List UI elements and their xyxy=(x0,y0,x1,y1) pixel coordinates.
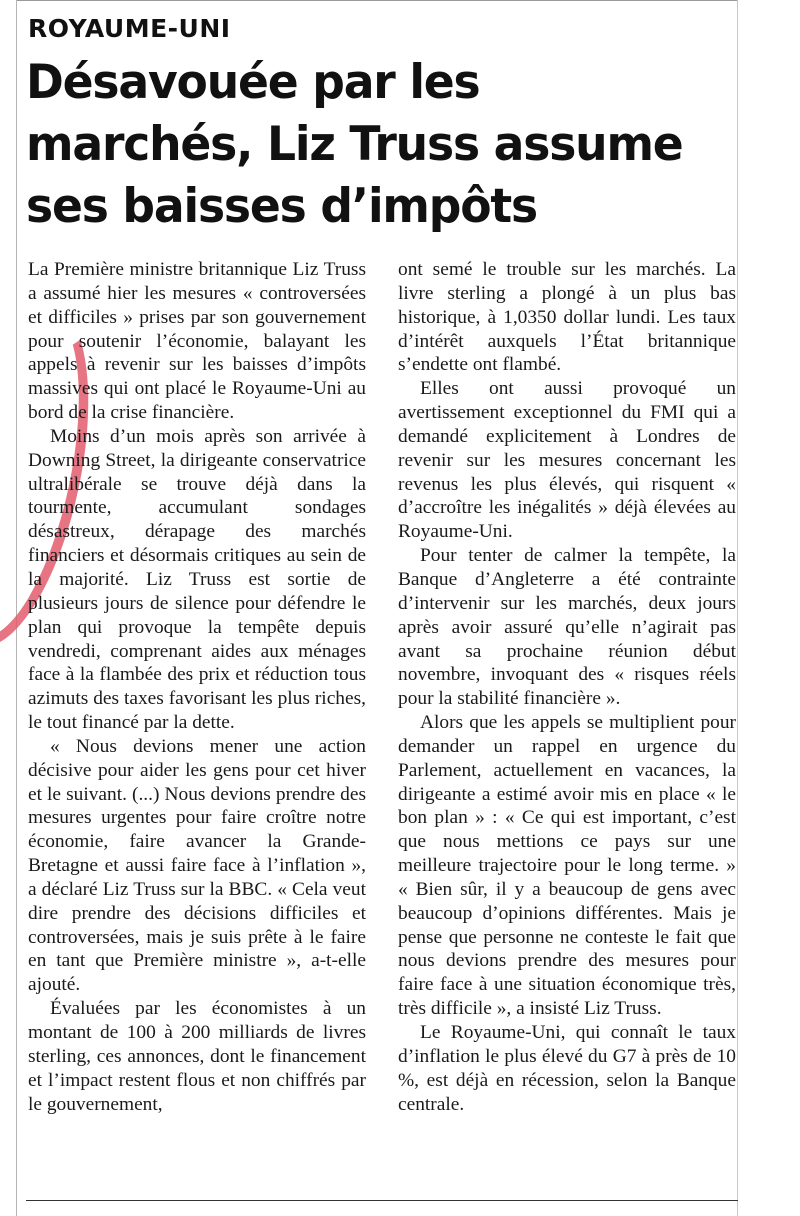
page-frame-right-rule xyxy=(737,0,738,1216)
paragraph: Alors que les appels se multiplient pour demander un rappel en urgence du Parlement, actuellement en vacances, la dirigeante a estimé avoir mis en place « le bon plan » : « Ce qui est important, c’est que nous mettions ce pays sur une meilleure trajectoire pour le long terme. » « Bien sûr, il y a beaucoup de gens avec beaucoup d’opinions différentes. Mais je pense que personne ne conteste le fait que nous devions prendre des mesures pour faire face à une situation économique très, très difficile », a insisté Liz Truss. xyxy=(398,712,736,1020)
paragraph: « Nous devions mener une action décisive pour aider les gens pour cet hiver et le suivant. (...) Nous devions prendre des mesures urgentes pour faire croître notre économie, faire avancer la Grande-Bretagne et aussi faire face à l’inflation », a déclaré Liz Truss sur la BBC. « Cela veut dire prendre des décisions difficiles et controversées, mais je suis prête à le faire en tant que Première ministre », a-t-elle ajouté. xyxy=(28,735,366,996)
section-kicker: ROYAUME-UNI xyxy=(28,14,231,43)
paragraph: Elles ont aussi provoqué un avertissement exceptionnel du FMI qui a demandé explicitement à Londres de revenir sur les mesures concernant les revenus les plus élevés, qui risquent « d’accroître les inégalités » déjà élevées au Royaume-Uni. xyxy=(398,378,736,543)
article-column-right xyxy=(398,258,736,1116)
paragraph: Évaluées par les économistes à un montant de 100 à 200 milliards de livres sterling, ces annonces, dont le financement et l’impact restent flous et non chiffrés par le gouvernement, xyxy=(28,998,366,1115)
article-headline: Désavouée par les marchés, Liz Truss assume ses baisses d’impôts xyxy=(26,55,683,234)
bottom-rule xyxy=(26,1200,738,1201)
article-column-left xyxy=(28,258,366,1116)
page-frame-left-rule xyxy=(16,0,17,1216)
page-frame-top-rule xyxy=(16,0,738,1)
paragraph: Le Royaume-Uni, qui connaît le taux d’inflation le plus élevé du G7 à près de 10 %, est déjà en récession, selon la Banque centrale. xyxy=(398,1022,736,1115)
paragraph: Pour tenter de calmer la tempête, la Banque d’Angleterre a été contrainte d’intervenir sur les marchés, deux jours après avoir assuré qu’elle n’agirait pas avant sa prochaine réunion début novembre, invoquant des « risques réels pour la stabilité financière ». xyxy=(398,545,736,710)
paragraph: ont semé le trouble sur les marchés. La livre sterling a plongé à un plus bas historique, à 1,0350 dollar lundi. Les taux d’intérêt auxquels l’État britannique s’endette ont flambé. xyxy=(398,259,736,376)
paragraph: Moins d’un mois après son arrivée à Downing Street, la dirigeante conservatrice ultralibérale se trouve déjà dans la tourmente, accumulant sondages désastreux, dérapage des marchés financiers et désormais critiques au sein de la majorité. Liz Truss est sortie de plusieurs jours de silence pour défendre le plan qui provoque la tempête depuis vendredi, comprenant aides aux ménages face à la flambée des prix et réduction tous azimuts des taxes favorisant les plus riches, le tout financé par la dette. xyxy=(28,425,366,734)
paragraph: La Première ministre britannique Liz Truss a assumé hier les mesures « controversées et difficiles » prises par son gouvernement pour soutenir l’économie, balayant les appels à revenir sur les baisses d’impôts massives qui ont placé le Royaume-Uni au bord de la crise financière. xyxy=(28,259,366,424)
